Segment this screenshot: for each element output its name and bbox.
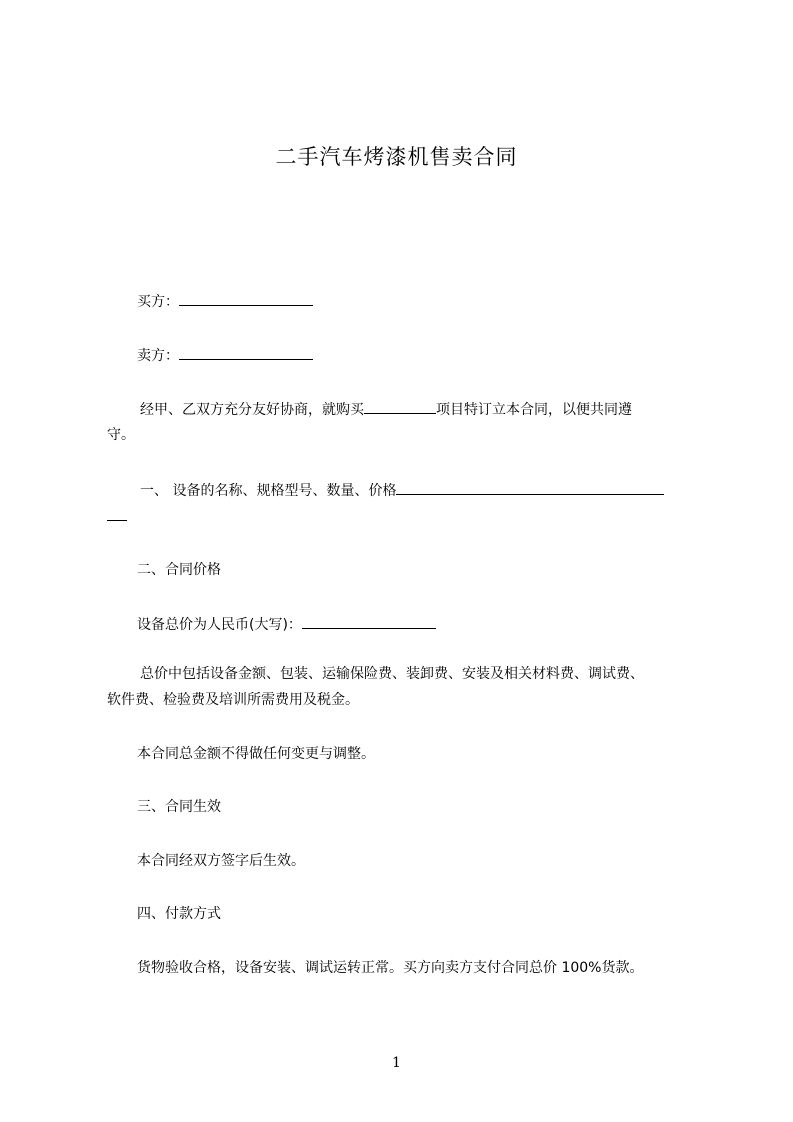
intro-paragraph-line1 (140, 399, 632, 420)
seller-label: 卖方： (137, 348, 179, 364)
section4-title: 四、付款方式 (137, 906, 221, 922)
intro-paragraph-line2: 守。 (107, 427, 135, 443)
no-change-clause: 本合同总金额不得做任何变更与调整。 (137, 746, 375, 762)
section4-text: 货物验收合格，设备安装、调试运转正常。买方向卖方支付合同总价 100%货款。 (137, 960, 644, 976)
price-includes-line2: 软件费、检验费及培训所需费用及税金。 (107, 692, 359, 708)
section1-blank[interactable] (396, 480, 664, 495)
contract-title: 二手汽车烤漆机售卖合同 (275, 145, 518, 169)
seller-blank[interactable] (179, 345, 313, 360)
total-price-blank[interactable] (302, 614, 436, 629)
seller-line (137, 345, 313, 366)
price-includes-line1: 总价中包括设备金额、包装、运输保险费、装卸费、安装及相关材料费、调试费、 (140, 666, 644, 682)
intro-text-part1: 经甲、乙双方充分友好协商，就购买 (140, 402, 364, 418)
buyer-label: 买方： (137, 294, 179, 310)
buyer-line (137, 291, 313, 312)
total-price-line (137, 614, 436, 635)
section3-title: 三、合同生效 (137, 799, 221, 815)
section1-blank-continued[interactable] (107, 506, 127, 521)
buyer-blank[interactable] (179, 291, 313, 306)
section2-title: 二、合同价格 (137, 562, 221, 578)
intro-text-part2: 项目特订立本合同，以便共同遵 (436, 402, 632, 418)
section1-line2 (107, 506, 127, 527)
purchase-item-blank[interactable] (364, 399, 436, 414)
total-price-label: 设备总价为人民币(大写)： (137, 617, 302, 633)
section1-title: 一、 设备的名称、规格型号、数量、价格 (140, 483, 397, 499)
section1-line (140, 480, 664, 501)
section3-text: 本合同经双方签字后生效。 (137, 853, 305, 869)
page-number: 1 (392, 1055, 401, 1071)
